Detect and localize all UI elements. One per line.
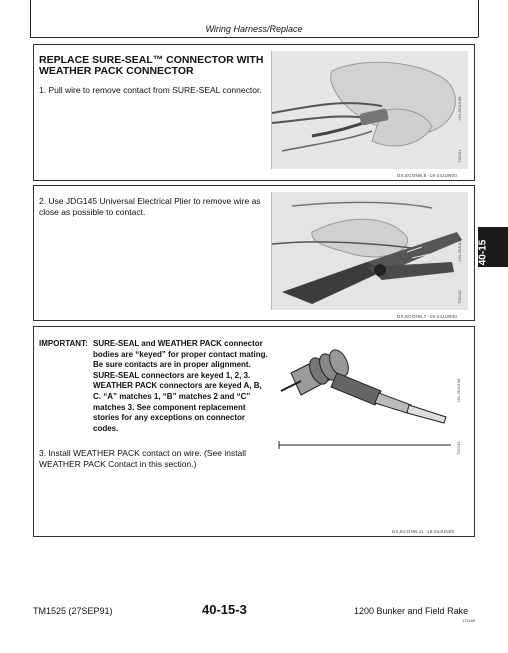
box3-ref-code: DX,ECONN,11 -19-24JUN00 xyxy=(392,529,455,534)
section-box-2 xyxy=(33,185,475,321)
box2-photo xyxy=(271,192,468,310)
important-label: IMPORTANT: xyxy=(39,339,88,348)
box2-side-code: T92132 xyxy=(457,290,462,304)
box2-ref-code: DX,ECONN,7 -19-24JUN00 xyxy=(397,314,457,319)
box2-step: 2. Use JDG145 Universal Electrical Plier to remove wire as close as possible to contact. xyxy=(39,196,261,217)
footer-manual-id: TM1525 (27SEP91) xyxy=(33,606,113,616)
weather-pack-contact-drawing xyxy=(271,333,467,461)
box2-image-code: -UN-29JUL98 xyxy=(457,237,462,262)
box3-image-code: -UN-29JUL98 xyxy=(456,378,461,403)
box1-step: 1. Pull wire to remove contact from SURE-SEAL connector. xyxy=(39,85,262,95)
header-rule xyxy=(30,37,478,38)
important-text: SURE-SEAL and WEATHER PACK connector bodies are “keyed” for proper contact mating. Be sure contacts are in proper alignment. SURE-SEAL connectors are keyed 1, 2, 3. WEATHER PACK connectors are keyed A, B, C. “A” matches 1, “B” matches 2 and “C” matches 3. See component replacement stories for any exceptions on connector codes. xyxy=(93,339,268,433)
box3-side-code: T92133 xyxy=(456,441,461,455)
section-box-3 xyxy=(33,326,475,537)
box1-ref-code: DX,ECONN,5 -19-24JUN00 xyxy=(397,173,457,178)
box3-step: 3. Install WEATHER PACK contact on wire. (See install WEATHER PACK Contact in this section.) xyxy=(39,448,247,469)
footer-code: 171189 xyxy=(462,618,476,623)
box1-side-code: T92131 xyxy=(457,149,462,163)
box1-image-code: -UN-29JUL98 xyxy=(457,96,462,121)
page-header-title: Wiring Harness/Replace xyxy=(205,24,303,34)
box1-title: REPLACE SURE-SEAL™ CONNECTOR WITH WEATHER PACK CONNECTOR xyxy=(39,54,264,77)
box1-photo xyxy=(271,51,468,169)
section-box-1 xyxy=(33,44,475,181)
footer-product-name: 1200 Bunker and Field Rake xyxy=(354,606,469,616)
hand-pulling-wire-illustration xyxy=(272,51,468,169)
electrical-plier-illustration xyxy=(272,192,468,310)
section-tab-label: 40-15 xyxy=(477,239,489,266)
box3-illustration xyxy=(271,333,467,461)
footer-page-number: 40-15-3 xyxy=(202,602,247,617)
